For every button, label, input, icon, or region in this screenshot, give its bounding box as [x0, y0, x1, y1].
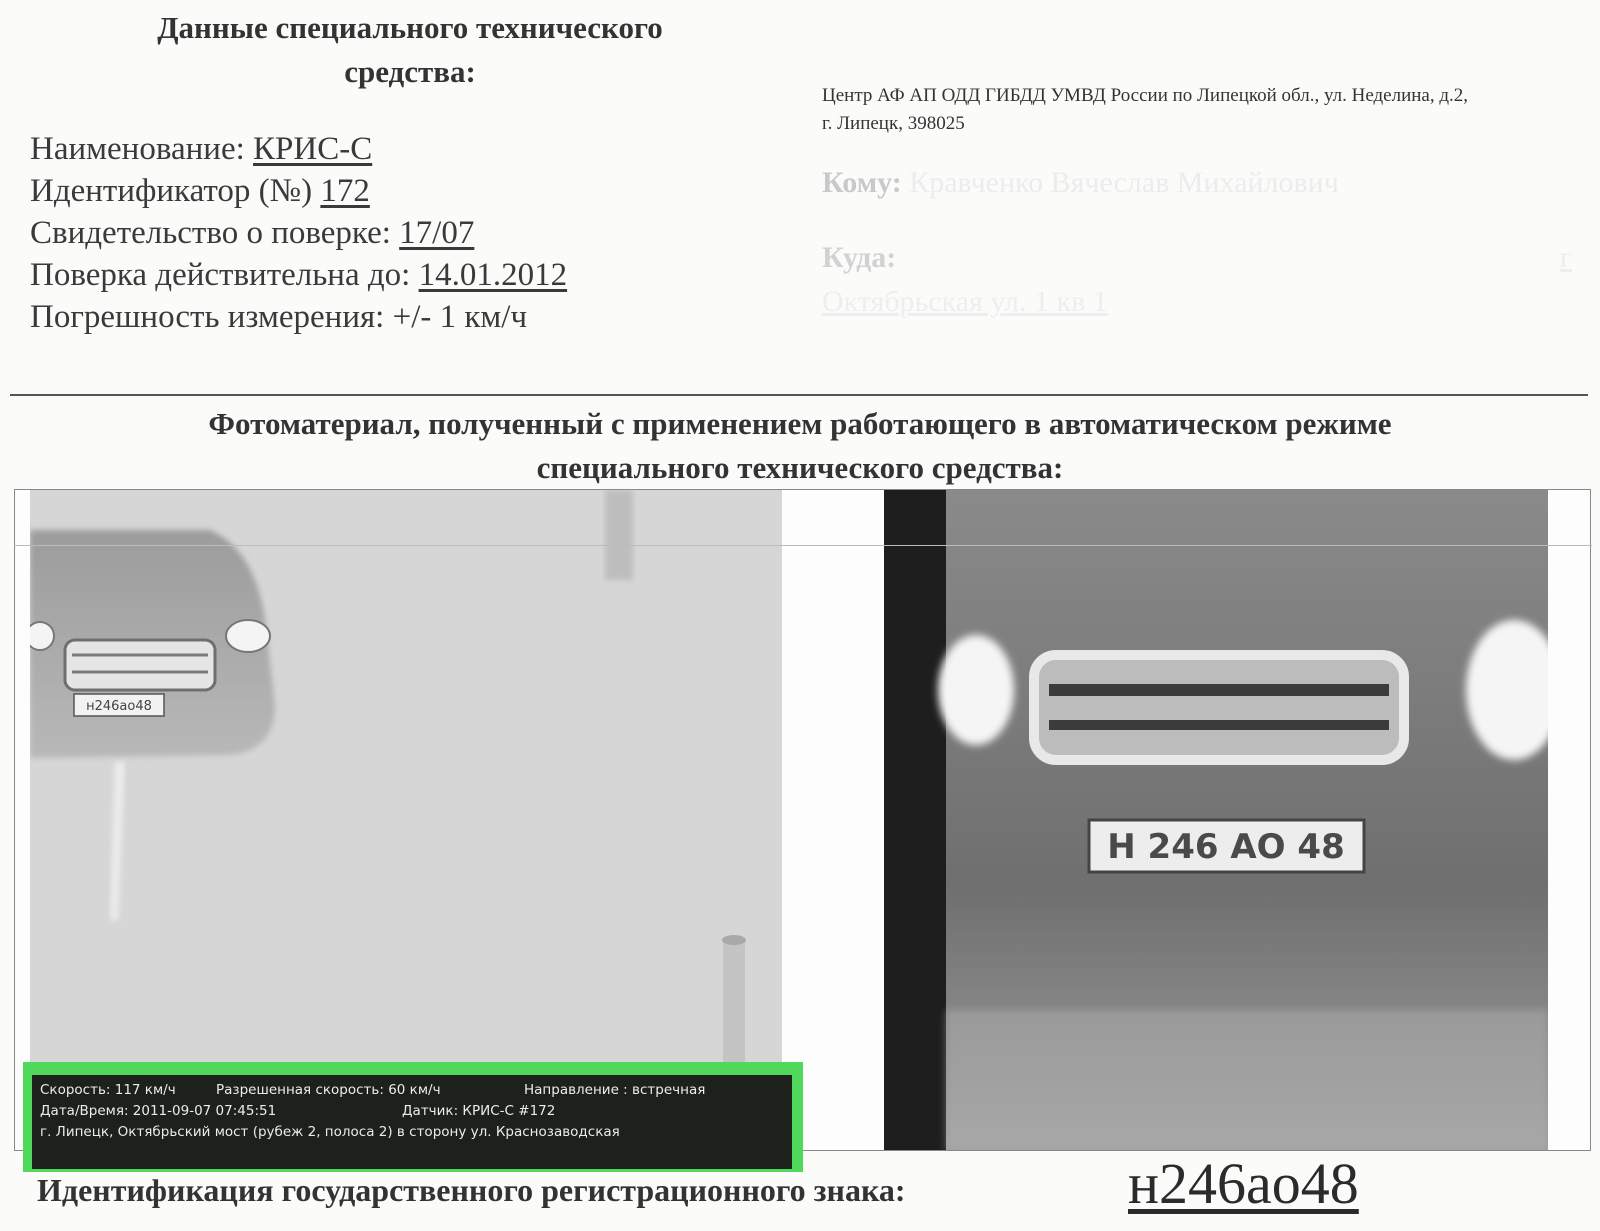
tech-section-title — [60, 6, 760, 94]
spec-name-row — [30, 128, 567, 170]
measurement-caption — [32, 1075, 792, 1169]
photo-section-title — [60, 402, 1540, 490]
plate-closeup-drawing — [884, 490, 1548, 1150]
recipient-where-line2: Октябрьская ул. 1 кв 1 — [822, 285, 1108, 318]
spec-id-label: Идентификатор (№) — [30, 173, 321, 209]
spec-name-value: КРИС-С — [253, 131, 373, 167]
recipient-where-end: г — [1559, 241, 1572, 274]
paper-fold-line — [14, 545, 1592, 546]
spec-id-row — [30, 170, 567, 212]
spec-cert-label: Свидетельство о поверке: — [30, 215, 400, 251]
plate-id-value: н246ао48 — [1128, 1151, 1359, 1216]
photo-title-line1: Фотоматериал, полученный с применением работающего в автоматическом режиме — [208, 406, 1392, 441]
spec-cert-value: 17/07 — [399, 215, 475, 251]
caption-datetime: Дата/Время: 2011-09-07 07:45:51 — [40, 1103, 277, 1119]
caption-allowed-speed: Разрешенная скорость: 60 км/ч — [216, 1082, 441, 1098]
sender-line1: Центр АФ АП ОДД ГИБДД УМВД России по Липецкой обл., ул. Неделина, д.2, — [822, 85, 1469, 106]
spec-error-row — [30, 296, 567, 338]
closeup-plate-text: Н 246 АО 48 — [1107, 827, 1345, 867]
recipient-to-label: Кому: — [822, 166, 902, 199]
plate-closeup-photo — [884, 490, 1548, 1150]
plate-id-label: Идентификация государственного регистрационного знака: — [37, 1172, 906, 1208]
caption-speed: Скорость: 117 км/ч — [40, 1082, 176, 1098]
spec-valid-label: Поверка действительна до: — [30, 257, 419, 293]
sender-address — [822, 82, 1582, 138]
device-specs — [30, 128, 567, 338]
sender-line2: г. Липецк, 398025 — [822, 113, 965, 134]
spec-valid-row — [30, 254, 567, 296]
recipient-where-label: Куда: — [822, 241, 897, 274]
recipient-to — [822, 166, 1339, 200]
recipient-where — [822, 236, 1572, 324]
photo-title-line2: специального технического средства: — [536, 450, 1064, 485]
caption-sensor: Датчик: КРИС-С #172 — [402, 1103, 556, 1119]
overview-photo-drawing — [30, 490, 782, 1155]
overview-plate-text: н246ао48 — [86, 699, 152, 714]
spec-valid-value: 14.01.2012 — [418, 257, 568, 293]
caption-location: г. Липецк, Октябрьский мост (рубеж 2, полоса 2) в сторону ул. Краснозаводская — [40, 1124, 620, 1140]
caption-direction: Направление : встречная — [524, 1082, 706, 1098]
spec-error-label: Погрешность измерения: — [30, 299, 393, 335]
recipient-to-value: Кравченко Вячеслав Михайлович — [909, 166, 1339, 199]
tech-title-line2: средства: — [344, 54, 476, 89]
spec-id-value: 172 — [320, 173, 370, 209]
spec-error-value: +/- 1 км/ч — [392, 299, 528, 335]
spec-name-label: Наименование: — [30, 131, 254, 167]
section-divider — [10, 394, 1588, 396]
overview-photo — [30, 490, 782, 1155]
tech-title-line1: Данные специального технического — [157, 10, 663, 45]
spec-cert-row — [30, 212, 567, 254]
